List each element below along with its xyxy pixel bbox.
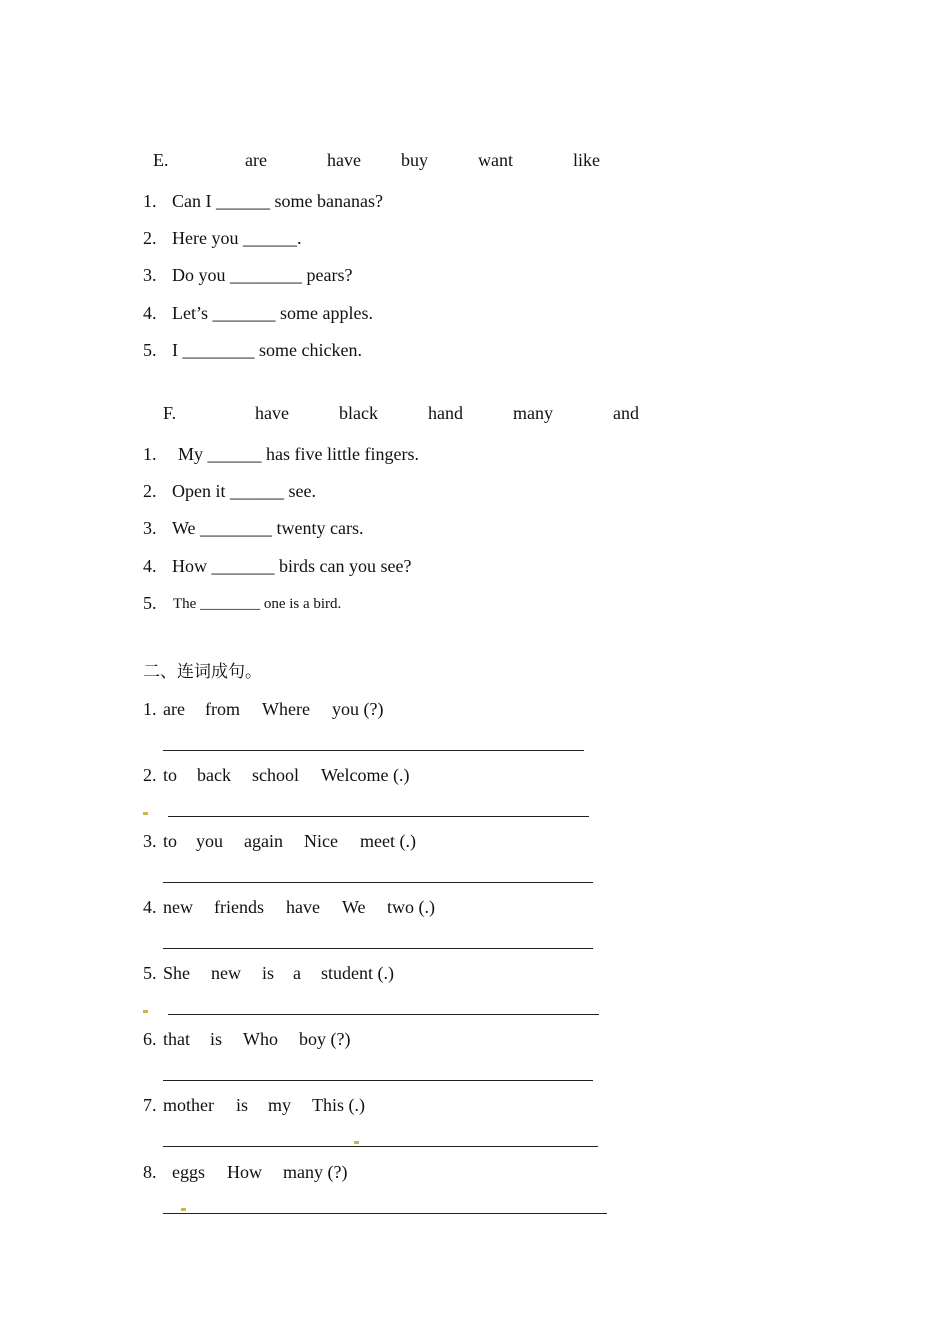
word-chip: many (?) bbox=[283, 1162, 348, 1182]
item-number: 1. bbox=[143, 444, 157, 464]
answer-line[interactable] bbox=[163, 948, 593, 949]
word-bank-item: have bbox=[327, 150, 361, 170]
word-chip: a bbox=[293, 963, 301, 983]
word-chip: my bbox=[268, 1095, 292, 1115]
word-chip: are bbox=[163, 699, 185, 719]
fill-blank-sentence: Here you ______. bbox=[172, 228, 302, 248]
highlight-mark bbox=[143, 1010, 148, 1013]
fill-blank-sentence: Let’s _______ some apples. bbox=[172, 303, 373, 323]
fill-blank-sentence: We ________ twenty cars. bbox=[172, 518, 364, 538]
word-chip: Welcome (.) bbox=[321, 765, 410, 785]
word-chip: two (.) bbox=[387, 897, 435, 917]
word-bank-item: hand bbox=[428, 403, 463, 423]
word-chip: friends bbox=[214, 897, 264, 917]
highlight-mark bbox=[143, 812, 148, 815]
section-f-label: F. bbox=[163, 403, 177, 423]
word-chip: you bbox=[196, 831, 223, 851]
item-number: 5. bbox=[143, 963, 157, 983]
word-chip: is bbox=[236, 1095, 249, 1115]
word-chip: you (?) bbox=[332, 699, 384, 719]
item-number: 1. bbox=[143, 191, 157, 211]
fill-blank-sentence: My ______ has five little fingers. bbox=[178, 444, 419, 464]
word-bank-item: buy bbox=[401, 150, 428, 170]
word-bank-item: and bbox=[613, 403, 639, 423]
answer-line[interactable] bbox=[163, 1213, 607, 1214]
word-chip: to bbox=[163, 831, 178, 851]
word-bank-item: have bbox=[255, 403, 289, 423]
answer-line[interactable] bbox=[163, 750, 584, 751]
item-number: 5. bbox=[143, 340, 157, 360]
word-chip: new bbox=[211, 963, 241, 983]
answer-line[interactable] bbox=[163, 1146, 598, 1147]
word-chip: school bbox=[252, 765, 299, 785]
item-number: 4. bbox=[143, 897, 157, 917]
word-chip: new bbox=[163, 897, 193, 917]
word-chip: Nice bbox=[304, 831, 338, 851]
word-chip: from bbox=[205, 699, 240, 719]
answer-line[interactable] bbox=[168, 816, 589, 817]
word-chip: eggs bbox=[172, 1162, 205, 1182]
item-number: 6. bbox=[143, 1029, 157, 1049]
word-chip: We bbox=[342, 897, 366, 917]
word-bank-item: like bbox=[573, 150, 600, 170]
answer-line[interactable] bbox=[163, 1080, 593, 1081]
item-number: 3. bbox=[143, 518, 157, 538]
word-chip: is bbox=[210, 1029, 223, 1049]
item-number: 2. bbox=[143, 228, 157, 248]
word-chip: back bbox=[197, 765, 231, 785]
item-number: 2. bbox=[143, 481, 157, 501]
fill-blank-sentence: Can I ______ some bananas? bbox=[172, 191, 383, 211]
fill-blank-sentence: Open it ______ see. bbox=[172, 481, 316, 501]
word-chip: is bbox=[262, 963, 275, 983]
answer-line[interactable] bbox=[163, 882, 593, 883]
fill-blank-sentence: I ________ some chicken. bbox=[172, 340, 362, 360]
word-bank-item: want bbox=[478, 150, 513, 170]
word-bank-item: are bbox=[245, 150, 267, 170]
word-bank-item: many bbox=[513, 403, 553, 423]
word-chip: Where bbox=[262, 699, 310, 719]
fill-blank-sentence: The ________ one is a bird. bbox=[173, 596, 342, 612]
item-number: 4. bbox=[143, 556, 157, 576]
word-chip: again bbox=[244, 831, 283, 851]
word-chip: mother bbox=[163, 1095, 214, 1115]
item-number: 5. bbox=[143, 593, 157, 613]
highlight-mark bbox=[181, 1208, 186, 1211]
item-number: 8. bbox=[143, 1162, 157, 1182]
word-chip: to bbox=[163, 765, 178, 785]
word-chip: She bbox=[163, 963, 190, 983]
fill-blank-sentence: How _______ birds can you see? bbox=[172, 556, 412, 576]
item-number: 1. bbox=[143, 699, 157, 719]
word-chip: have bbox=[286, 897, 320, 917]
fill-blank-sentence: Do you ________ pears? bbox=[172, 265, 353, 285]
section-heading: 二、连词成句。 bbox=[143, 662, 262, 682]
section-e-label: E. bbox=[153, 150, 169, 170]
item-number: 7. bbox=[143, 1095, 157, 1115]
word-chip: Who bbox=[243, 1029, 278, 1049]
item-number: 3. bbox=[143, 831, 157, 851]
word-chip: boy (?) bbox=[299, 1029, 351, 1049]
word-chip: meet (.) bbox=[360, 831, 416, 851]
item-number: 3. bbox=[143, 265, 157, 285]
word-chip: student (.) bbox=[321, 963, 394, 983]
word-chip: How bbox=[227, 1162, 262, 1182]
word-bank-item: black bbox=[339, 403, 378, 423]
word-chip: that bbox=[163, 1029, 190, 1049]
item-number: 2. bbox=[143, 765, 157, 785]
answer-line[interactable] bbox=[168, 1014, 599, 1015]
item-number: 4. bbox=[143, 303, 157, 323]
word-chip: This (.) bbox=[312, 1095, 365, 1115]
highlight-mark bbox=[354, 1141, 359, 1144]
